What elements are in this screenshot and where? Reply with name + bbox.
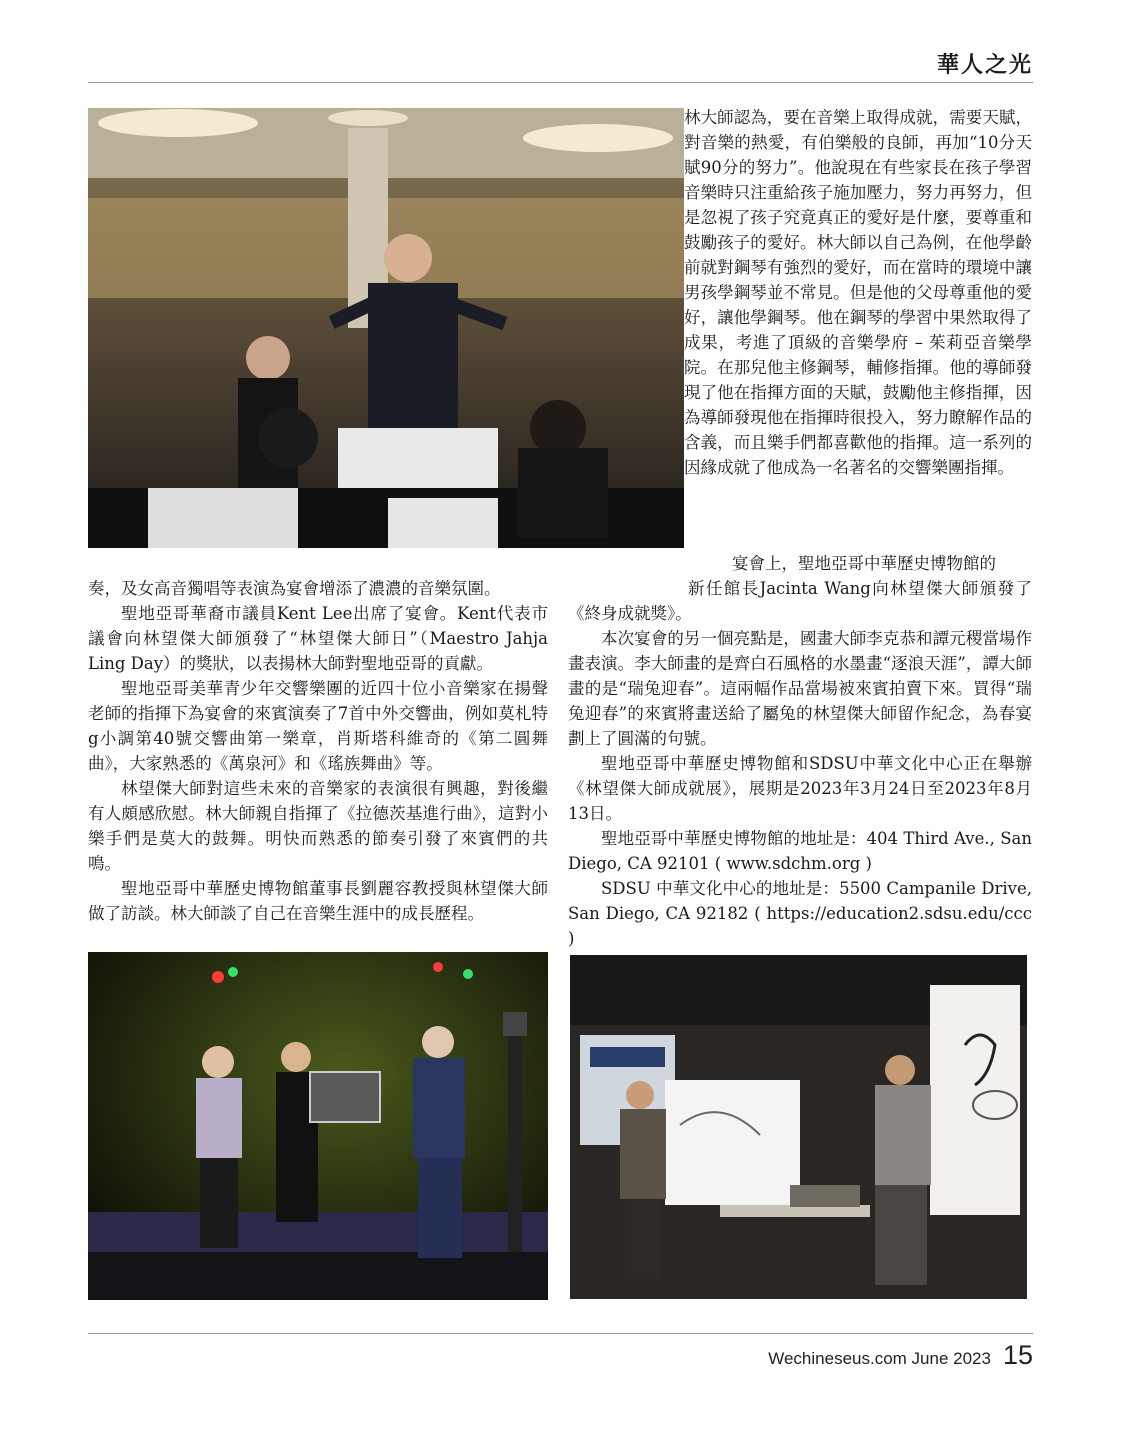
article-paragraph: 林望傑大師對這些未來的音樂家的表演很有興趣，對後繼有人頗感欣慰。林大師親自指揮了《拉德茨基進行曲》，這對小樂手們是莫大的鼓舞。明快而熟悉的節奏引發了來賓們的共鳴。 [88,779,548,873]
concert-photo [88,108,684,548]
header-divider [88,82,1033,83]
footer-divider [88,1333,1033,1334]
stage-award-photo [88,952,548,1300]
article-paragraph: 聖地亞哥華裔市議員Kent Lee出席了宴會。Kent代表市議會向林望傑大師頒發了“林望傑大師日”（Maestro Jahja Ling Day）的獎狀，以表揚林大師對聖地亞哥的貢獻。 [88,604,548,673]
article-paragraph: 奏，及女高音獨唱等表演為宴會增添了濃濃的音樂氛圍。 [88,579,501,598]
article-paragraph: 本次宴會的另一個亮點是，國畫大師李克恭和譚元稷當場作畫表演。李大師畫的是齊白石風格的水墨畫“逐浪天涯”，譚大師畫的是“瑞兔迎春”。這兩幅作品當場被來賓拍賣下來。買得“瑞兔迎春”的來賓將畫送給了屬兔的林望傑大師留作紀念，為春宴劃上了圓滿的句號。 [568,629,1032,748]
article-paragraph: 聖地亞哥中華歷史博物館董事長劉麗容教授與林望傑大師做了訪談。林大師談了自己在音樂生涯中的成長歷程。 [88,879,548,923]
article-paragraph: 聖地亞哥中華歷史博物館的地址是：404 Third Ave., San Diego, CA 92101 ( www.sdchm.org ) [568,829,1032,873]
painting-demo-photo [570,955,1027,1299]
stage-award-photo-icon [88,952,548,1300]
article-paragraph: 聖地亞哥美華青少年交響樂團的近四十位小音樂家在揚聲老師的指揮下為宴會的來賓演奏了7首中外交響曲，例如莫札特g小調第40號交響曲第一樂章，肖斯塔科維奇的《第二圓舞曲》，大家熟悉的《萬泉河》和《瑤族舞曲》等。 [88,679,548,773]
article-paragraph: 林大師認為，要在音樂上取得成就，需要天賦，對音樂的熱愛，有伯樂般的良師，再加“10分天賦90分的努力”。他說現在有些家長在孩子學習音樂時只注重給孩子施加壓力，努力再努力，但是忽視了孩子究竟真正的愛好是什麼，要尊重和鼓勵孩子的愛好。林大師以自己為例，在他學齡前就對鋼琴有強烈的愛好，而在當時的環境中讓男孩學鋼琴並不常見。但是他的父母尊重他的愛好，讓他學鋼琴。他在鋼琴的學習中果然取得了成果，考進了頂級的音樂學府 – 茱莉亞音樂學院。在那兒他主修鋼琴，輔修指揮。他的導師發現了他在指揮方面的天賦，鼓勵他主修指揮，因為導師發現他在指揮時很投入，努力瞭解作品的含義，而且樂手們都喜歡他的指揮。這一系列的因緣成就了他成為一名著名的交響樂團指揮。 [684,108,1032,477]
section-title: 華人之光 [936,53,1033,78]
publication-info: Wechineseus.com June 2023 [768,1349,991,1368]
article-paragraph: 宴會上，聖地亞哥中華歷史博物館的 [732,554,996,573]
painting-demo-photo-icon [570,955,1027,1299]
concert-photo-icon [88,108,684,548]
article-paragraph: SDSU 中華文化中心的地址是：5500 Campanile Drive, San Diego, CA 92182 ( https://education2.sdsu.edu/ccc ) [568,879,1032,948]
article-paragraph: 聖地亞哥中華歷史博物館和SDSU中華文化中心正在舉辦《林望傑大師成就展》，展期是2023年3月24日至2023年8月13日。 [568,754,1032,823]
page-number: 15 [1002,1340,1033,1370]
page-footer [768,1340,1033,1371]
article-paragraph: 新任館長Jacinta Wang向林望傑大師頒發了《終身成就獎》。 [568,579,1032,623]
